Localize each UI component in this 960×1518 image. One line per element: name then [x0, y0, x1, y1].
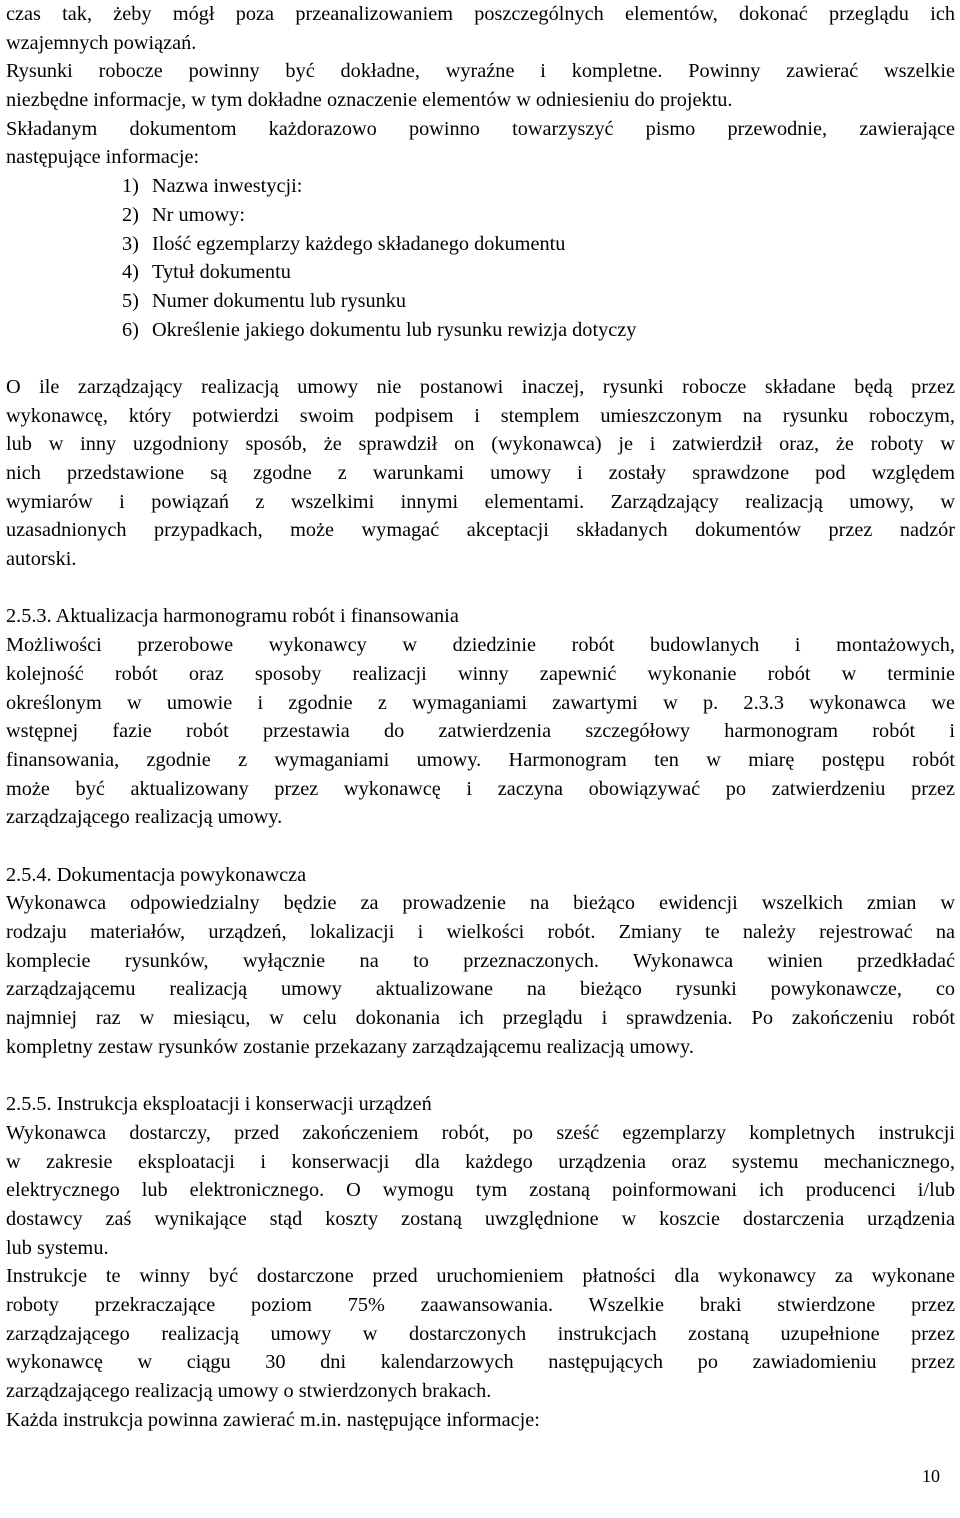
list-item	[6, 201, 955, 230]
text-line: roboty przekraczające poziom 75% zaawansowania. Wszelkie braki stwierdzone przez	[6, 1293, 955, 1316]
list-number: 2)	[122, 203, 139, 226]
list-number: 5)	[122, 289, 139, 312]
text-line: Instrukcje te winny być dostarczone przed uruchomieniem płatności dla wykonawcy za wykonane	[6, 1265, 955, 1288]
list-item	[6, 287, 955, 316]
text-line: zarządzającego realizacją umowy w dostarczonych instrukcjach zostaną uzupełnione przez	[6, 1322, 955, 1345]
list-text: Tytuł dokumentu	[152, 261, 291, 284]
list-text: Numer dokumentu lub rysunku	[152, 289, 407, 312]
text-line: wzajemnych powiązań.	[6, 31, 197, 54]
text-line: może być aktualizowany przez wykonawcę i zaczyna obowiązywać po zatwierdzeniu przez	[6, 777, 955, 800]
text-line: Wykonawca odpowiedzialny będzie za prowadzenie na bieżąco ewidencji wszelkich zmian w	[6, 892, 955, 915]
section-2-5-4	[6, 861, 955, 1062]
text-line: autorski.	[6, 548, 77, 571]
numbered-list	[6, 172, 955, 344]
text-line: rodzaju materiałów, urządzeń, lokalizacji i wielkości robót. Zmiany te należy rejestrować na	[6, 921, 955, 943]
text-line: Rysunki robocze powinny być dokładne, wyraźne i kompletne. Powinny zawierać wszelkie	[6, 60, 955, 83]
list-text: Nazwa inwestycji:	[152, 175, 303, 198]
paragraph-spacer	[6, 1061, 955, 1090]
list-text: Ilość egzemplarzy każdego składanego dokumentu	[152, 232, 566, 255]
text-line: wymiarów i powiązań z wszelkimi innymi elementami. Zarządzający realizacją umowy, w	[6, 490, 955, 513]
text-line: wstępnej fazie robót przestawia do zatwierdzenia szczegółowy harmonogram robót i	[6, 720, 955, 743]
text-line: wykonawcę w ciągu 30 dni kalendarzowych następujących po zawiadomieniu przez	[6, 1351, 955, 1374]
text-line: zarządzającego realizacją umowy.	[6, 806, 283, 829]
text-line: zarządzającego realizacją umowy o stwierdzonych brakach.	[6, 1380, 492, 1402]
section-heading: 2.5.4. Dokumentacja powykonawcza	[6, 863, 307, 886]
paragraph-spacer	[6, 832, 955, 861]
section-heading: 2.5.3. Aktualizacja harmonogramu robót i finansowania	[6, 605, 459, 628]
text-line: nich przedstawione są zgodne z warunkami umowy i zostały sprawdzone pod względem	[6, 462, 955, 484]
paragraph-spacer	[6, 574, 955, 603]
list-item	[6, 230, 955, 259]
list-number: 4)	[122, 261, 139, 284]
text-line: lub systemu.	[6, 1236, 109, 1259]
text-line: określonym w umowie i zgodnie z wymaganiami zawartymi w p. 2.3.3 wykonawca we	[6, 691, 955, 714]
paragraph-intro	[6, 0, 955, 172]
text-line: Każda instrukcja powinna zawierać m.in. następujące informacje:	[6, 1408, 540, 1431]
text-line: Składanym dokumentom każdorazowo powinno towarzyszyć pismo przewodnie, zawierające	[6, 117, 955, 140]
list-number: 3)	[122, 232, 139, 255]
section-2-5-3	[6, 602, 955, 832]
text-line: Możliwości przerobowe wykonawcy w dziedzinie robót budowlanych i montażowych,	[6, 634, 955, 657]
text-line: dostawcy zaś wynikające stąd koszty zostaną uwzględnione w koszcie dostarczenia urządzenia	[6, 1207, 955, 1230]
text-line: O ile zarządzający realizacją umowy nie postanowi inaczej, rysunki robocze składane będą przez	[6, 375, 955, 398]
list-item	[6, 316, 955, 345]
text-line: finansowania, zgodnie z wymaganiami umowy. Harmonogram ten w miarę postępu robót	[6, 748, 955, 771]
list-item	[6, 172, 955, 201]
list-number: 6)	[122, 318, 139, 341]
text-line: elektrycznego lub elektronicznego. O wymogu tym zostaną poinformowani ich producenci i/lub	[6, 1179, 955, 1202]
text-line: kolejność robót oraz sposoby realizacji winny zapewnić wykonanie robót w terminie	[6, 662, 955, 685]
text-line: najmniej raz w miesiącu, w celu dokonania ich przeglądu i sprawdzenia. Po zakończeniu robót	[6, 1007, 955, 1030]
page-number: 10	[922, 1466, 940, 1486]
text-line: Wykonawca dostarczy, przed zakończeniem robót, po sześć egzemplarzy kompletnych instrukcji	[6, 1121, 955, 1144]
list-item	[6, 258, 955, 287]
text-line: niezbędne informacje, w tym dokładne oznaczenie elementów w odniesieniu do projektu.	[6, 89, 733, 112]
text-line: lub w inny uzgodniony sposób, że sprawdził on (wykonawca) je i zatwierdził oraz, że roboty w	[6, 433, 955, 456]
text-line: uzasadnionych przypadkach, może wymagać akceptacji składanych dokumentów przez nadzór	[6, 519, 955, 542]
paragraph-drawings	[6, 373, 955, 574]
list-text: Nr umowy:	[152, 203, 245, 226]
document-page	[6, 0, 955, 1434]
text-line: wykonawcę, który potwierdzi swoim podpisem i stemplem umieszczonym na rysunku roboczym,	[6, 404, 955, 427]
paragraph-spacer	[6, 344, 955, 373]
text-line: komplecie rysunków, wyłącznie na to przeznaczonych. Wykonawca winien przedkładać	[6, 949, 955, 972]
text-line: kompletny zestaw rysunków zostanie przekazany zarządzającemu realizacją umowy.	[6, 1035, 694, 1058]
section-2-5-5	[6, 1090, 955, 1434]
text-line: następujące informacje:	[6, 146, 200, 169]
text-line: zarządzającemu realizacją umowy aktualizowane na bieżąco rysunki powykonawcze, co	[6, 978, 955, 1001]
list-text: Określenie jakiego dokumentu lub rysunku rewizja dotyczy	[152, 318, 637, 341]
list-number: 1)	[122, 175, 139, 198]
section-heading: 2.5.5. Instrukcja eksploatacji i konserwacji urządzeń	[6, 1093, 432, 1116]
text-line: w zakresie eksploatacji i konserwacji dla każdego urządzenia oraz systemu mechanicznego,	[6, 1150, 955, 1173]
text-line: czas tak, żeby mógł poza przeanalizowaniem poszczególnych elementów, dokonać przeglądu ich	[6, 3, 955, 25]
